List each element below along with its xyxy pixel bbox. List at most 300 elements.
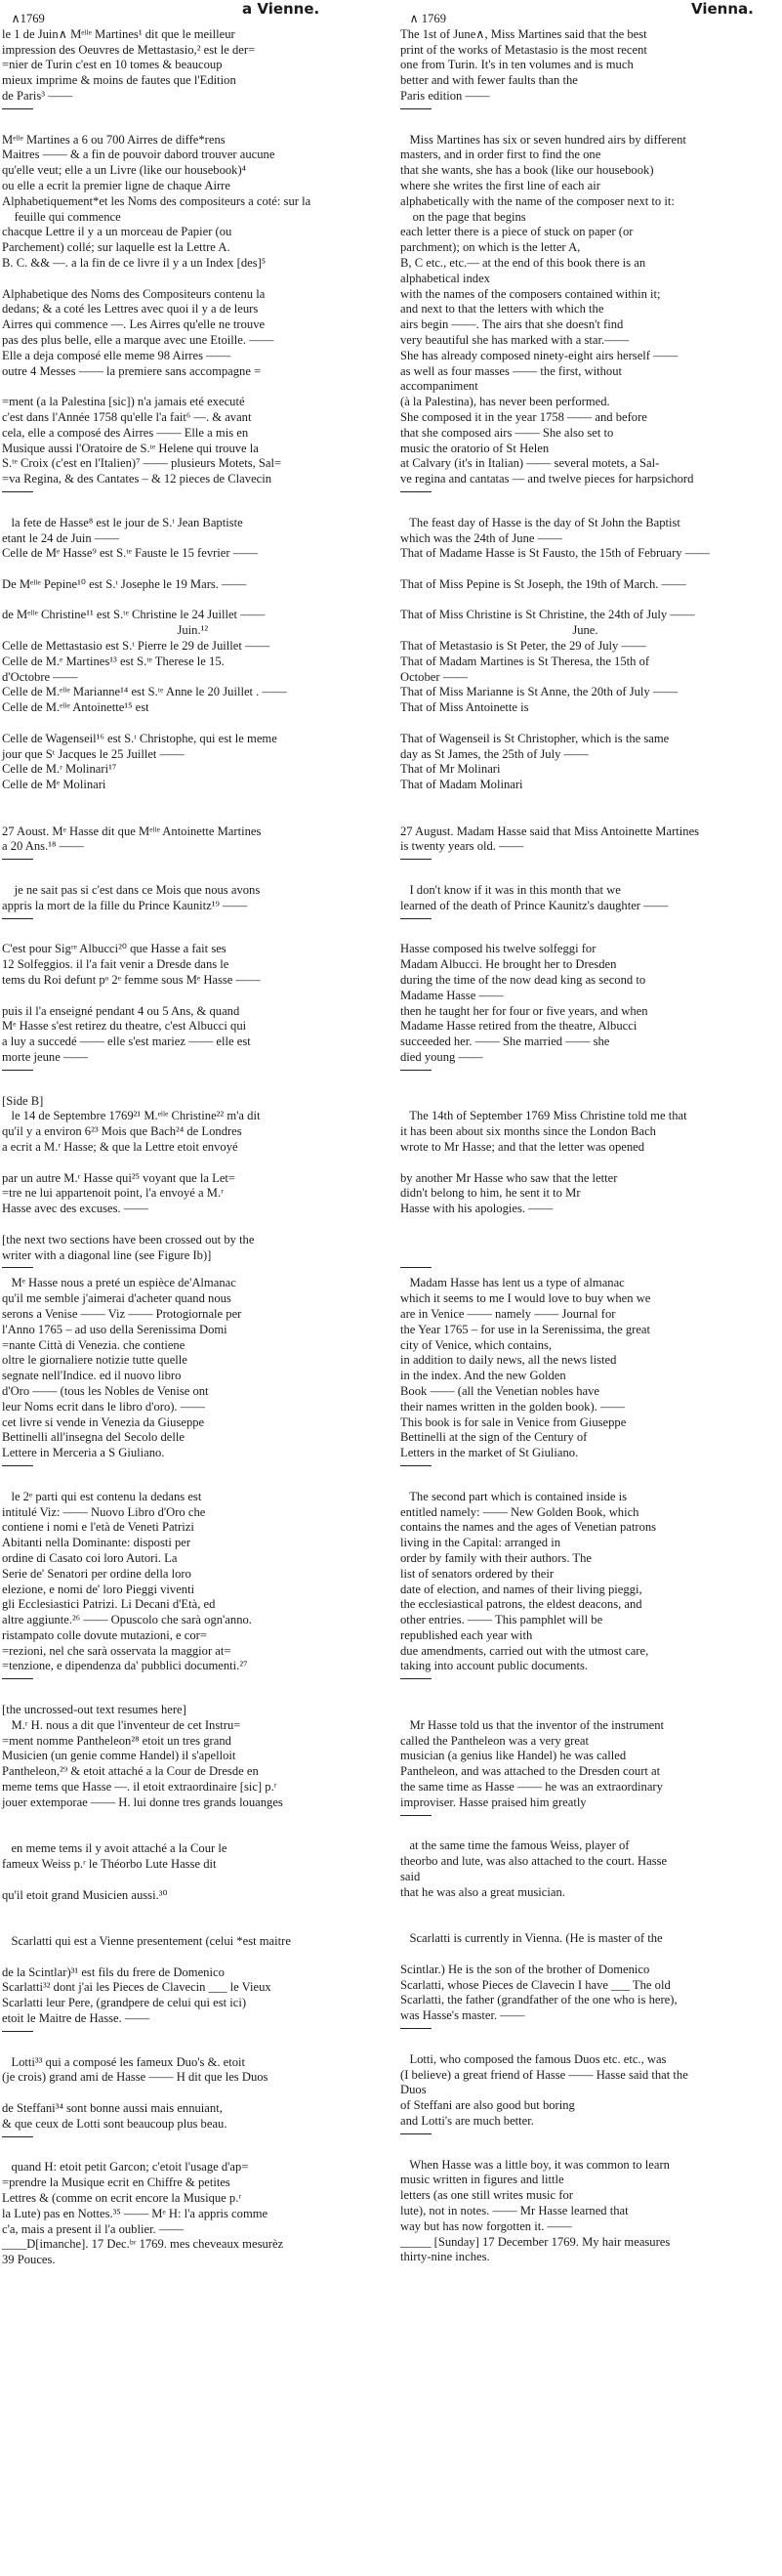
french-blank-line bbox=[2, 379, 373, 395]
english-text-line: That of Mr Molinari bbox=[400, 762, 501, 777]
english-section-divider bbox=[400, 1465, 432, 1474]
english-blank-line bbox=[400, 1687, 771, 1703]
english-text-line: said bbox=[400, 1870, 421, 1884]
english-blank-line bbox=[400, 1916, 771, 1931]
english-blank-line bbox=[400, 500, 771, 516]
english-translation-column bbox=[400, 12, 771, 2265]
french-blank-line bbox=[2, 716, 373, 732]
french-text-line: la Lute) pas en Nottes.³⁵ —— Mᵉ H: l'a appris comme bbox=[2, 2206, 268, 2220]
french-text-line: appris la mort de la fille du Prince Kaunitz¹⁹ —— bbox=[2, 898, 248, 912]
english-text-line: B, C etc., etc.— at the end of this book there is an bbox=[400, 255, 646, 270]
english-text-line: print of the works of Metastasio is the most recent bbox=[400, 42, 647, 57]
french-section-divider bbox=[2, 918, 33, 927]
english-text-line: That of Metastasio is St Peter, the 29 of July —— bbox=[400, 639, 646, 654]
english-text-line: alphabetical index bbox=[400, 271, 490, 285]
french-text-line: je ne sait pas si c'est dans ce Mois que nous avons bbox=[2, 883, 261, 898]
english-blank-line bbox=[400, 716, 771, 732]
french-text-line: Alphabetique des Noms des Compositeurs contenu la bbox=[2, 286, 266, 301]
english-text-line: theorbo and lute, was also attached to the court. Hasse bbox=[400, 1854, 668, 1869]
english-blank-line bbox=[400, 1248, 771, 1264]
english-text-line: June. bbox=[400, 623, 598, 638]
english-text-line: and Lotti's are much better. bbox=[400, 2114, 534, 2128]
english-text-line: at the same time the famous Weiss, player of bbox=[400, 1838, 630, 1853]
french-text-line: tems du Roi defunt pᵒ 2ᵉ femme sous Mᵉ Hasse —— bbox=[2, 973, 261, 988]
english-text-line: Lotti, who composed the famous Duos etc. etc., was bbox=[400, 2051, 667, 2066]
french-blank-line bbox=[2, 500, 373, 516]
french-text-line: Juin.¹² bbox=[2, 623, 209, 638]
english-section-divider bbox=[400, 491, 432, 500]
french-text-line: Abitanti nella Dominante: disposti per bbox=[2, 1536, 191, 1550]
english-text-line: alphabetically with the name of the composer next to it: bbox=[400, 193, 675, 208]
english-text-line: That of Miss Antoinette is bbox=[400, 700, 529, 715]
english-text-line: ∧ 1769 bbox=[400, 12, 446, 25]
french-text-line: le 1 de Juin∧ Mᵉˡˡᵉ Martines¹ dit que le meilleur bbox=[2, 26, 235, 41]
french-text-line: a luy a succedé —— elle s'est mariez —— elle est bbox=[2, 1035, 251, 1049]
english-text-line: Madame Hasse retired from the theatre, Albucci bbox=[400, 1019, 638, 1034]
english-text-line: as well as four masses —— the first, without bbox=[400, 363, 623, 378]
french-blank-line bbox=[2, 1873, 373, 1888]
french-text-line: Celle de M.ᵉ Martines¹³ est S.ᵗᵉ Therese le 15. bbox=[2, 654, 225, 668]
french-text-line: qu'il me semble j'aimerai d'acheter quand nous bbox=[2, 1291, 231, 1306]
french-text-line: etant le 24 de Juin —— bbox=[2, 530, 119, 545]
french-blank-line bbox=[2, 1687, 373, 1703]
french-text-line: C'est pour Sigʳᵉ Albucci²⁰ que Hasse a fait ses bbox=[2, 942, 226, 956]
english-text-line: accompaniment bbox=[400, 379, 478, 394]
french-text-line: Celle de Mᵉ Molinari bbox=[2, 778, 106, 792]
french-text-line: De Mᵉˡˡᵉ Pepine¹⁰ est S.ᵗ Josephe le 19 Mars. —— bbox=[2, 576, 247, 591]
english-text-line: Madame Hasse —— bbox=[400, 988, 504, 1002]
english-text-line: very beautiful she has marked with a star.—— bbox=[400, 332, 630, 347]
english-text-line: their names written in the golden book). —— bbox=[400, 1399, 626, 1414]
french-section-divider bbox=[2, 859, 33, 867]
french-text-line: morte jeune —— bbox=[2, 1050, 89, 1064]
english-text-line: Letters in the market of St Giuliano. bbox=[400, 1446, 579, 1460]
french-blank-line bbox=[2, 272, 373, 287]
french-text-line: Elle a deja composé elle meme 98 Airres —— bbox=[2, 348, 231, 362]
english-section-divider bbox=[400, 108, 432, 117]
english-text-line: music the oratorio of St Helen bbox=[400, 441, 550, 455]
right-column-title: Vienna. bbox=[691, 0, 754, 18]
french-text-line: =ment (a la Palestina [sic]) n'a jamais eté executé bbox=[2, 395, 245, 409]
english-text-line: on the page that begins bbox=[400, 209, 526, 224]
english-text-line: The 1st of June∧, Miss Martines said that the best bbox=[400, 26, 647, 41]
english-text-line: ve regina and cantatas — and twelve pieces for harpsichord bbox=[400, 472, 694, 486]
french-text-line: feuille qui commence bbox=[2, 209, 121, 224]
english-text-line: The 14th of September 1769 Miss Christine told me that bbox=[400, 1109, 687, 1123]
french-blank-line bbox=[2, 1950, 373, 1965]
french-text-line: serons a Venise —— Viz —— Protogiornale per bbox=[2, 1306, 242, 1321]
french-text-line: de Mᵉˡˡᵉ Christine¹¹ est S.ᵗᵉ Christine le 24 Juillet —— bbox=[2, 608, 266, 622]
french-blank-line bbox=[2, 593, 373, 609]
english-blank-line bbox=[400, 927, 771, 943]
english-blank-line bbox=[400, 1233, 771, 1248]
english-text-line: didn't belong to him, he sent it to Mr bbox=[400, 1186, 581, 1201]
french-blank-line bbox=[2, 2040, 373, 2055]
english-blank-line bbox=[400, 593, 771, 609]
english-text-line: where she writes the first line of each air bbox=[400, 178, 600, 192]
english-text-line: list of senators ordered by their bbox=[400, 1566, 555, 1581]
french-text-line: =nante Città di Venezia. che contiene bbox=[2, 1337, 185, 1352]
english-text-line: with the names of the composers contained within it; bbox=[400, 286, 661, 301]
english-text-line: airs begin ——. The airs that she doesn't find bbox=[400, 317, 624, 332]
english-text-line: Madam Hasse has lent us a type of almanac bbox=[400, 1276, 625, 1290]
english-text-line: masters, and in order first to find the one bbox=[400, 148, 601, 162]
english-text-line: The second part which is contained inside is bbox=[400, 1489, 628, 1503]
english-text-line: the same time as Hasse —— he was an extraordinary bbox=[400, 1780, 663, 1795]
english-text-line: day as St James, the 25th of July —— bbox=[400, 746, 589, 761]
french-text-line: Musique aussi l'Oratoire de S.ᵗᵉ Helene qui trouve la bbox=[2, 441, 259, 455]
english-text-line: by another Mr Hasse who saw that the letter bbox=[400, 1170, 618, 1185]
english-section-divider bbox=[400, 2133, 432, 2142]
english-section-divider bbox=[400, 2028, 432, 2037]
english-text-line: That of Madame Hasse is St Fausto, the 15th of February —— bbox=[400, 546, 710, 561]
english-text-line: parchment); on which is the letter A, bbox=[400, 240, 581, 255]
french-text-line: dedans; & a coté les Lettres avec quoi il y a de leurs bbox=[2, 302, 259, 317]
english-text-line: the Year 1765 – for use in la Serenissima, the great bbox=[400, 1322, 651, 1336]
english-text-line: She composed it in the year 1758 —— and before bbox=[400, 409, 647, 424]
english-text-line: that she composed airs —— She also set to bbox=[400, 425, 614, 440]
english-text-line: in addition to daily news, all the news listed bbox=[400, 1353, 617, 1368]
french-text-line: Scarlatti qui est a Vienne presentement (celui *est maitre bbox=[2, 1934, 291, 1949]
french-blank-line bbox=[2, 1156, 373, 1171]
english-text-line: learned of the death of Prince Kaunitz's daughter —— bbox=[400, 898, 669, 912]
english-text-line: I don't know if it was in this month that we bbox=[400, 883, 621, 898]
french-section-divider bbox=[2, 1678, 33, 1687]
french-blank-line bbox=[2, 1903, 373, 1919]
english-text-line: taking into account public documents. bbox=[400, 1659, 589, 1673]
french-text-line: intitulé Viz: —— Nuovo Libro d'Oro che bbox=[2, 1504, 206, 1519]
english-text-line: That of Wagenseil is St Christopher, which is the same bbox=[400, 731, 670, 745]
english-text-line: at Calvary (it's in Italian) —— several motets, a Sal- bbox=[400, 456, 660, 471]
english-text-line: it has been about six months since the London Bach bbox=[400, 1124, 656, 1139]
french-text-line: le 2ᵉ parti qui est contenu la dedans est bbox=[2, 1489, 202, 1503]
french-text-line: Lettres & (comme on ecrit encore la Musique p.ʳ bbox=[2, 2190, 242, 2205]
french-section-divider bbox=[2, 2031, 33, 2040]
english-text-line: other entries. —— This pamphlet will be bbox=[400, 1613, 603, 1627]
english-text-line: date of election, and names of their living pieggi, bbox=[400, 1582, 642, 1596]
french-blank-line bbox=[2, 562, 373, 577]
english-section-divider bbox=[400, 1678, 432, 1687]
french-text-line: contiene i nomi e l'età de Veneti Patrizi bbox=[2, 1520, 194, 1535]
english-section-divider bbox=[400, 859, 432, 867]
french-text-line: Celle de Mᵉ Hasse⁹ est S.ᵗᵉ Fauste le 15 fevrier —— bbox=[2, 546, 258, 561]
french-text-line: Scarlatti³² dont j'ai les Pieces de Clavecin ___ le Vieux bbox=[2, 1980, 271, 1995]
french-text-line: ∧1769 bbox=[2, 12, 45, 25]
french-text-line: la fete de Hasse⁸ est le jour de S.ᵗ Jean Baptiste bbox=[2, 515, 243, 529]
french-text-line: Celle de Wagenseil¹⁶ est S.ᵗ Christophe, qui est le meme bbox=[2, 731, 277, 745]
french-text-line: =tre ne lui appartenoit point, l'a envoyé a M.ʳ bbox=[2, 1186, 224, 1201]
french-blank-line bbox=[2, 1811, 373, 1827]
french-text-line: d'Oro —— (tous les Nobles de Venise ont bbox=[2, 1383, 209, 1398]
english-section-divider bbox=[400, 918, 432, 927]
french-text-line: =prendre la Musique ecrit en Chiffre & petites bbox=[2, 2175, 230, 2190]
english-blank-line bbox=[400, 1474, 771, 1490]
french-text-line: par un autre M.ʳ Hasse qui²⁵ voyant que la Let= bbox=[2, 1170, 236, 1185]
french-text-line: mieux imprime & moins de fautes que l'Edition bbox=[2, 73, 236, 88]
french-text-line: cet livre si vende in Venezia da Giuseppe bbox=[2, 1415, 205, 1429]
french-blank-line bbox=[2, 2145, 373, 2161]
english-text-line: This book is for sale in Venice from Giuseppe bbox=[400, 1415, 627, 1429]
english-text-line: died young —— bbox=[400, 1050, 483, 1064]
french-text-line: pas des plus belle, elle a marque avec une Etoille. —— bbox=[2, 332, 274, 347]
french-text-line: Musicien (un genie comme Handel) il s'apelloit bbox=[2, 1749, 236, 1763]
french-section-divider bbox=[2, 1267, 33, 1276]
french-text-line: 27 Aoust. Mᵉ Hasse dit que Mᵉˡˡᵉ Antoinette Martines bbox=[2, 823, 262, 838]
french-section-divider bbox=[2, 1465, 33, 1474]
english-section-divider bbox=[400, 1267, 432, 1276]
english-text-line: are in Venice —— namely —— Journal for bbox=[400, 1306, 616, 1321]
french-text-line: quand H: etoit petit Garcon; c'etoit l'usage d'ap= bbox=[2, 2160, 249, 2175]
english-text-line: letters (as one still writes music for bbox=[400, 2188, 573, 2203]
french-text-line: c'est dans l'Année 1758 qu'elle l'a fait⁶ —. & avant bbox=[2, 409, 252, 424]
french-text-line: qu'il etoit grand Musicien aussi.³⁰ bbox=[2, 1887, 168, 1902]
french-text-line: Celle de M.ʳ Molinari¹⁷ bbox=[2, 762, 117, 777]
french-text-line: Pantheleon,²⁹ & etoit attaché a la Cour de Dresde en bbox=[2, 1764, 259, 1779]
french-text-line: S.ᵗᵉ Croix (c'est en l'Italien)⁷ —— plusieurs Motets, Sal= bbox=[2, 456, 282, 471]
english-blank-line bbox=[400, 2142, 771, 2158]
french-text-line: de Steffani³⁴ sont bonne aussi mais ennuiant, bbox=[2, 2101, 223, 2115]
english-blank-line bbox=[400, 1703, 771, 1718]
english-blank-line bbox=[400, 1947, 771, 1963]
french-text-line: l'Anno 1765 – ad uso della Serenissima Domi bbox=[2, 1322, 227, 1336]
french-text-line: Lotti³³ qui a composé les fameux Duo's &. etoit bbox=[2, 2054, 246, 2069]
english-blank-line bbox=[400, 1078, 771, 1094]
english-text-line: (à la Palestina), has never been performed. bbox=[400, 395, 610, 409]
french-text-line: Serie de' Senatori per ordine della loro bbox=[2, 1566, 191, 1581]
french-section-divider bbox=[2, 108, 33, 117]
french-text-line: leur Noms ecrit dans le libro d'oro). —— bbox=[2, 1399, 205, 1414]
english-blank-line bbox=[400, 867, 771, 883]
french-text-line: en meme tems il y avoit attaché a la Cour le bbox=[2, 1841, 227, 1856]
english-blank-line bbox=[400, 1217, 771, 1233]
french-text-line: etoit le Maitre de Hasse. —— bbox=[2, 2011, 150, 2026]
french-text-line: ou elle a ecrit la premier ligne de chaque Airre bbox=[2, 178, 230, 192]
french-text-line: Mᵉˡˡᵉ Martines a 6 ou 700 Airres de diffe*rens bbox=[2, 132, 226, 147]
french-text-line: Parchement) collé; sur laquelle est la Lettre A. bbox=[2, 240, 230, 255]
french-blank-line bbox=[2, 1217, 373, 1233]
english-text-line: that he was also a great musician. bbox=[400, 1884, 565, 1899]
french-blank-line bbox=[2, 1919, 373, 1934]
french-text-line: jouer extemporae —— H. lui donne tres grands louanges bbox=[2, 1795, 283, 1809]
french-text-line: jour que Sᵗ Jacques le 25 Juillet —— bbox=[2, 746, 185, 761]
english-text-line: which was the 24th of June —— bbox=[400, 530, 562, 545]
french-text-line: Mᵉ Hasse nous a preté un espièce de'Almanac bbox=[2, 1276, 236, 1290]
french-text-line: [the next two sections have been crossed out by the bbox=[2, 1232, 255, 1246]
french-text-line: 39 Pouces. bbox=[2, 2253, 56, 2267]
french-text-line: Alphabetiquement*et les Noms des compositeurs a coté: sur la bbox=[2, 193, 311, 208]
english-text-line: She has already composed ninety-eight airs herself —— bbox=[400, 348, 679, 362]
english-text-line: is twenty years old. —— bbox=[400, 839, 524, 854]
french-text-line: =ment nomme Pantheleon²⁸ etoit un tres grand bbox=[2, 1733, 231, 1748]
english-text-line: better and with fewer faults than the bbox=[400, 73, 578, 88]
english-text-line: succeeded her. —— She married —— she bbox=[400, 1035, 610, 1049]
french-text-line: =nier de Turin c'est en 10 tomes & beaucoup bbox=[2, 58, 223, 72]
english-text-line: contains the names and the ages of Venetian patrons bbox=[400, 1520, 657, 1535]
french-text-line: cela, elle a composé des Airres —— Elle a mis en bbox=[2, 425, 249, 440]
english-text-line: that she wants, she has a book (like our housebook) bbox=[400, 163, 654, 178]
english-text-line: of Steffani are also good but boring bbox=[400, 2098, 575, 2113]
french-blank-line bbox=[2, 1474, 373, 1490]
english-text-line: Bettinelli at the sign of the Century of bbox=[400, 1430, 588, 1445]
french-text-line: writer with a diagonal line (see Figure Ib)] bbox=[2, 1247, 212, 1262]
french-blank-line bbox=[2, 809, 373, 824]
english-text-line: thirty-nine inches. bbox=[400, 2250, 490, 2264]
english-text-line: October —— bbox=[400, 669, 468, 684]
english-text-line: in the index. And the new Golden bbox=[400, 1369, 566, 1383]
english-text-line: That of Madam Molinari bbox=[400, 778, 523, 792]
english-text-line: That of Miss Marianne is St Anne, the 20th of July —— bbox=[400, 685, 679, 699]
french-blank-line bbox=[2, 1078, 373, 1094]
french-text-line: de la Scintlar)³¹ est fils du frere de Domenico bbox=[2, 1964, 225, 1979]
french-text-line: segnate nell'Indice. ed il nuovo libro bbox=[2, 1369, 182, 1383]
english-text-line: during the time of the now dead king as second to bbox=[400, 973, 646, 988]
french-text-line: Maitres —— & a fin de pouvoir dabord trouver aucune bbox=[2, 148, 275, 162]
english-text-line: Scarlatti is currently in Vienna. (He is master of the bbox=[400, 1931, 663, 1946]
french-text-line: qu'elle veut; elle a un Livre (like our housebook)⁴ bbox=[2, 163, 247, 178]
english-text-line: Miss Martines has six or seven hundred airs by different bbox=[400, 132, 686, 147]
english-text-line: lute), not in notes. —— Mr Hasse learned that bbox=[400, 2203, 629, 2217]
french-text-line: altre aggiunte.²⁶ —— Opuscolo che sarà ogn'anno. bbox=[2, 1613, 252, 1627]
french-text-line: Airres qui commence —. Les Airres qu'elle ne trouve bbox=[2, 317, 266, 332]
english-text-line: Book —— (all the Venetian nobles have bbox=[400, 1383, 600, 1398]
french-text-line: ____D[imanche]. 17 Dec.ᵇʳ 1769. mes cheveaux mesurèz bbox=[2, 2237, 284, 2252]
french-blank-line bbox=[2, 867, 373, 883]
french-text-line: M.ʳ H. nous a dit que l'inventeur de cet Instru= bbox=[2, 1717, 241, 1732]
english-blank-line bbox=[400, 562, 771, 577]
english-text-line: way but has now forgotten it. —— bbox=[400, 2218, 572, 2233]
english-text-line: Scintlar.) He is the son of the brother of Domenico bbox=[400, 1962, 650, 1976]
french-blank-line bbox=[2, 927, 373, 943]
english-text-line: Duos bbox=[400, 2083, 427, 2097]
english-text-line: due amendments, carried out with the utmost care, bbox=[400, 1643, 649, 1658]
english-text-line: was Hasse's master. —— bbox=[400, 2008, 525, 2023]
french-text-line: Hasse avec des excuses. —— bbox=[2, 1202, 149, 1216]
english-text-line: Hasse composed his twelve solfeggi for bbox=[400, 942, 597, 956]
english-text-line: That of Miss Pepine is St Joseph, the 19th of March. —— bbox=[400, 576, 686, 591]
french-text-line: ordine di Casato coi loro Autori. La bbox=[2, 1550, 178, 1565]
french-text-line: Mᵉ Hasse s'est retirez du theatre, c'est Albucci qui bbox=[2, 1019, 247, 1034]
english-text-line: Mr Hasse told us that the inventor of the instrument bbox=[400, 1717, 665, 1732]
english-text-line: Pantheleon, and was attached to the Dresden court at bbox=[400, 1764, 661, 1779]
english-text-line: called the Pantheleon was a very great bbox=[400, 1733, 590, 1748]
french-blank-line bbox=[2, 2086, 373, 2101]
french-original-column bbox=[2, 12, 373, 2268]
french-blank-line bbox=[2, 989, 373, 1004]
english-text-line: one from Turin. It's in ten volumes and is much bbox=[400, 58, 634, 72]
english-text-line: When Hasse was a little boy, it was common to learn bbox=[400, 2157, 670, 2172]
french-section-divider bbox=[2, 491, 33, 500]
french-text-line: [the uncrossed-out text resumes here] bbox=[2, 1703, 186, 1717]
french-text-line: oltre le giornaliere notizie tutte quelle bbox=[2, 1353, 187, 1368]
french-text-line: elezione, e nomi de' loro Pieggi viventi bbox=[2, 1582, 195, 1596]
english-text-line: republished each year with bbox=[400, 1627, 533, 1642]
french-text-line: Scarlatti leur Pere, (grandpere de celui qui est ici) bbox=[2, 1996, 247, 2010]
left-column-title: a Vienne. bbox=[242, 0, 320, 18]
french-text-line: Celle de Mettastasio est S.ᵗ Pierre le 29 de Juillet —— bbox=[2, 639, 270, 654]
french-text-line: B. C. && —. a la fin de ce livre il y a un Index [des]⁵ bbox=[2, 255, 267, 270]
english-blank-line bbox=[400, 1901, 771, 1917]
french-text-line: Celle de M.ᵉˡˡᵉ Antoinette¹⁵ est bbox=[2, 700, 149, 715]
french-text-line: de Paris³ —— bbox=[2, 88, 73, 103]
english-text-line: improviser. Hasse praised him greatly bbox=[400, 1795, 587, 1809]
english-section-divider bbox=[400, 1815, 432, 1824]
french-text-line: Celle de M.ᵉˡˡᵉ Marianne¹⁴ est S.ᵗᵉ Anne le 20 Juillet . —— bbox=[2, 685, 287, 699]
english-text-line: musician (a genius like Handel) he was called bbox=[400, 1749, 627, 1763]
english-text-line: _____ [Sunday] 17 December 1769. My hair measures bbox=[400, 2234, 671, 2249]
english-blank-line bbox=[400, 1824, 771, 1839]
french-text-line: outre 4 Messes —— la premiere sans accompagne = bbox=[2, 363, 262, 378]
french-text-line: a 20 Ans.¹⁸ —— bbox=[2, 839, 84, 854]
french-section-divider bbox=[2, 1070, 33, 1078]
english-text-line: That of Miss Christine is St Christine, the 24th of July —— bbox=[400, 608, 695, 622]
french-text-line: Lettere in Merceria a S Giuliano. bbox=[2, 1446, 165, 1460]
english-text-line: order by family with their authors. The bbox=[400, 1550, 592, 1565]
english-section-divider bbox=[400, 1070, 432, 1078]
french-text-line: c'a, mais a present il l'a oublier. —— bbox=[2, 2221, 185, 2236]
english-text-line: entitled namely: —— New Golden Book, which bbox=[400, 1504, 639, 1519]
english-text-line: Paris edition —— bbox=[400, 88, 490, 103]
french-text-line: (je crois) grand ami de Hasse —— H dit que les Duos bbox=[2, 2070, 268, 2085]
english-text-line: each letter there is a piece of stuck on paper (or bbox=[400, 225, 634, 239]
french-blank-line bbox=[2, 1826, 373, 1841]
english-text-line: 27 August. Madam Hasse said that Miss Antoinette Martines bbox=[400, 823, 700, 838]
english-blank-line bbox=[400, 1156, 771, 1171]
english-text-line: wrote to Mr Hasse; and that the letter was opened bbox=[400, 1139, 645, 1154]
english-text-line: That of Madam Martines is St Theresa, the 15th of bbox=[400, 654, 650, 668]
english-text-line: city of Venice, which contains, bbox=[400, 1337, 553, 1352]
english-text-line: music written in figures and little bbox=[400, 2173, 564, 2187]
french-text-line: d'Octobre —— bbox=[2, 669, 78, 684]
english-text-line: The feast day of Hasse is the day of St John the Baptist bbox=[400, 515, 680, 529]
english-text-line: which it seems to me I would love to buy when we bbox=[400, 1291, 651, 1306]
french-text-line: =va Regina, & des Cantates – & 12 pieces de Clavecin bbox=[2, 472, 272, 486]
english-text-line: living in the Capital: arranged in bbox=[400, 1536, 561, 1550]
french-blank-line bbox=[2, 793, 373, 809]
french-text-line: [Side B] bbox=[2, 1093, 44, 1108]
english-text-line: and next to that the letters with which the bbox=[400, 302, 604, 317]
english-text-line: then he taught her for four or five years, and when bbox=[400, 1003, 648, 1018]
french-text-line: a ecrit a M.ʳ Hasse; & que la Lettre etoit envoyé bbox=[2, 1139, 238, 1154]
french-text-line: =tenzione, e dipendenza da' pubblici documenti.²⁷ bbox=[2, 1659, 248, 1673]
french-text-line: puis il l'a enseigné pendant 4 ou 5 Ans, & quand bbox=[2, 1003, 240, 1018]
french-text-line: impression des Oeuvres de Mettastasio,² est le der= bbox=[2, 42, 256, 57]
french-text-line: 12 Solfeggios. il l'a fait venir a Dresde dans le bbox=[2, 957, 229, 972]
english-text-line: Hasse with his apologies. —— bbox=[400, 1202, 554, 1216]
english-blank-line bbox=[400, 793, 771, 809]
french-text-line: gli Ecclesiastici Patrizi. Li Decani d'Età, ed bbox=[2, 1597, 216, 1612]
english-text-line: Scarlatti, the father (grandfather of the one who is here), bbox=[400, 1993, 678, 2007]
english-text-line: (I believe) a great friend of Hasse —— Hasse said that the bbox=[400, 2067, 688, 2082]
french-text-line: meme tems que Hasse —. il etoit extraordinaire [sic] p.ʳ bbox=[2, 1780, 277, 1795]
french-blank-line bbox=[2, 117, 373, 133]
french-text-line: fameux Weiss p.ʳ le Théorbo Lute Hasse dit bbox=[2, 1857, 217, 1872]
english-blank-line bbox=[400, 117, 771, 133]
french-text-line: & que ceux de Lotti sont beaucoup plus beau. bbox=[2, 2116, 227, 2131]
english-text-line: the ecclesiastical patrons, the eldest deacons, and bbox=[400, 1597, 642, 1612]
english-text-line: Scarlatti, whose Pieces de Clavecin I have ___ The old bbox=[400, 1977, 671, 1992]
french-section-divider bbox=[2, 2136, 33, 2145]
french-text-line: qu'il y a environ 6²³ Mois que Bach²⁴ de Londres bbox=[2, 1124, 242, 1139]
french-text-line: ristampato colle dovute mutazioni, e cor= bbox=[2, 1627, 207, 1642]
english-text-line: Madam Albucci. He brought her to Dresden bbox=[400, 957, 617, 972]
french-text-line: Bettinelli all'insegna del Secolo delle bbox=[2, 1430, 185, 1445]
french-text-line: chacque Lettre il y a un morceau de Papier (ou bbox=[2, 225, 232, 239]
english-blank-line bbox=[400, 809, 771, 824]
french-text-line: le 14 de Septembre 1769²¹ M.ᵉˡˡᵉ Christine²² m'a dit bbox=[2, 1109, 261, 1123]
french-text-line: =rezioni, nel che sarà osservata la maggior at= bbox=[2, 1643, 231, 1658]
english-blank-line bbox=[400, 2037, 771, 2052]
english-blank-line bbox=[400, 1094, 771, 1110]
